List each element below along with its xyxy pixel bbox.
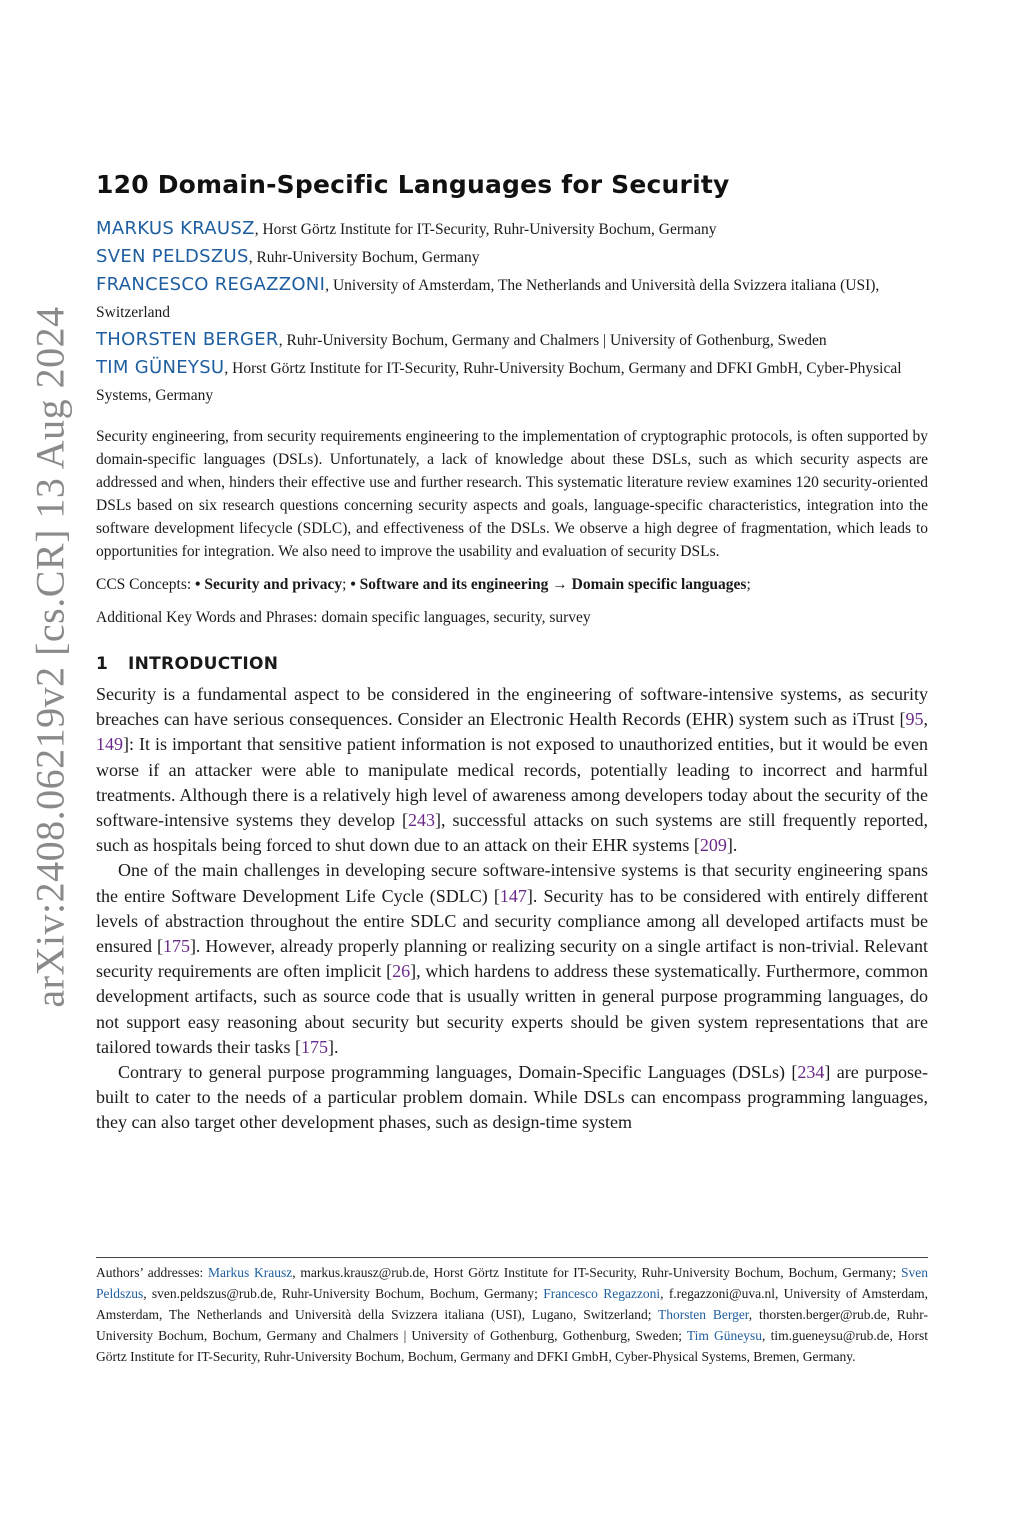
text-run: , — [923, 709, 928, 730]
author-entry — [96, 354, 928, 409]
section-title: INTRODUCTION — [128, 654, 279, 674]
author-list — [96, 215, 928, 409]
text-run: Contrary to general purpose programming languages, Domain-Specific Languages (DSLs) [ — [118, 1062, 798, 1083]
author-affiliation: , Horst Görtz Institute for IT-Security, Ruhr-University Bochum, Germany and DFKI GmbH, Cyber-Physical Systems, Germany — [96, 360, 902, 404]
author-entry — [96, 326, 928, 354]
citation-link[interactable]: 209 — [699, 835, 727, 856]
text-run: , markus.krausz@rub.de, Horst Görtz Institute for IT-Security, Ruhr-University Bochum, Bochum, Germany; — [292, 1265, 901, 1280]
text-run: ], successful attacks on such systems are still frequently reported, such as hospitals being forced to shut down due to an attack on their EHR systems [ — [96, 810, 928, 856]
author-addresses-footnote — [96, 1262, 928, 1367]
ccs-arrow: → — [548, 576, 572, 593]
author-name[interactable]: THORSTEN BERGER — [96, 329, 279, 350]
author-entry — [96, 243, 928, 271]
ccs-prefix: CCS Concepts: — [96, 576, 196, 593]
citation-link[interactable]: 95 — [905, 709, 924, 730]
text-run: One of the main challenges in developing secure software-intensive systems is that security engineering spans the entire Software Development Life Cycle (SDLC) [ — [96, 860, 928, 906]
ccs-bullet: • — [350, 576, 360, 593]
author-affiliation: , Horst Görtz Institute for IT-Security, Ruhr-University Bochum, Germany — [254, 221, 717, 238]
author-entry — [96, 215, 928, 243]
citation-link[interactable]: 26 — [392, 961, 411, 982]
ccs-end: ; — [746, 576, 751, 593]
body-text — [96, 682, 928, 1136]
paragraph — [96, 682, 928, 858]
text-run: ]. — [726, 835, 738, 856]
paragraph — [96, 858, 928, 1060]
ccs-concept: Software and its engineering — [359, 576, 549, 593]
text-run: , f.regazzoni@uva.nl, University of Amsterdam, Amsterdam, The Netherlands and Università della Svizzera italiana (USI), Lugano, Switzerland; — [96, 1286, 928, 1322]
paper-title: 120 Domain-Specific Languages for Security — [96, 170, 730, 199]
author-name[interactable]: SVEN PELDSZUS — [96, 246, 249, 267]
author-link[interactable]: Sven Peldszus — [96, 1265, 928, 1301]
citation-link[interactable]: 147 — [499, 885, 527, 906]
citation-link[interactable]: 175 — [300, 1036, 328, 1057]
author-link[interactable]: Markus Krausz — [208, 1265, 293, 1280]
author-name[interactable]: FRANCESCO REGAZZONI — [96, 274, 326, 295]
text-run: , sven.peldszus@rub.de, Ruhr-University Bochum, Bochum, Germany; — [143, 1286, 544, 1301]
citation-link[interactable]: 243 — [407, 810, 435, 831]
abstract: Security engineering, from security requirements engineering to the implementation of cryptographic protocols, is often supported by domain-specific languages (DSLs). Unfortunately, a lack of knowledge about these DSLs, such as which security aspects are addressed and when, hinders their effective use and further research. This systematic literature review examines 120 security-oriented DSLs based on six research questions concerning security aspects and goals, language-specific characteristics, integration into the software development lifecycle (SDLC), and effectiveness of the DSLs. We observe a high degree of fragmentation, which leads to opportunities for integration. We also need to improve the usability and evaluation of security DSLs. — [96, 428, 928, 560]
section-number: 1 — [96, 654, 109, 674]
author-link[interactable]: Thorsten Berger — [658, 1307, 749, 1322]
text-run: ] are purpose-built to cater to the needs of a particular problem domain. While DSLs can encompass programming languages, they can also target other development phases, such as design-time system — [96, 1062, 929, 1133]
author-affiliation: , University of Amsterdam, The Netherlands and Università della Svizzera italiana (USI), Switzerland — [96, 277, 880, 321]
paragraph — [96, 1060, 928, 1136]
citation-link[interactable]: 149 — [96, 734, 123, 755]
keywords: Additional Key Words and Phrases: domain specific languages, security, survey — [96, 609, 591, 626]
author-link[interactable]: Francesco Regazzoni — [543, 1286, 661, 1301]
text-run: , thorsten.berger@rub.de, Ruhr-University Bochum, Bochum, Germany and Chalmers | University of Gothenburg, Gothenburg, Sweden; — [96, 1307, 929, 1343]
author-name[interactable]: TIM GÜNEYSU — [96, 357, 225, 378]
author-affiliation: , Ruhr-University Bochum, Germany and Chalmers | University of Gothenburg, Sweden — [278, 332, 827, 349]
text-run: Authors’ addresses: — [96, 1265, 209, 1280]
text-run: Security is a fundamental aspect to be considered in the engineering of software-intensive systems, as security breaches can have serious consequences. Consider an Electronic Health Records (EHR) system such as iTrust [ — [96, 684, 928, 730]
citation-link[interactable]: 234 — [797, 1062, 825, 1083]
text-run: ]. — [327, 1036, 339, 1057]
text-run: , tim.gueneysu@rub.de, Horst Görtz Institute for IT-Security, Ruhr-University Bochum, Bochum, Germany and DFKI GmbH, Cyber-Physical Systems, Bremen, Germany. — [96, 1328, 928, 1364]
footnote-divider — [96, 1257, 928, 1258]
arxiv-stamp-text: arXiv:2408.06219v2 [cs.CR] 13 Aug 2024 — [28, 306, 72, 1008]
author-affiliation: , Ruhr-University Bochum, Germany — [248, 249, 480, 266]
author-name[interactable]: MARKUS KRAUSZ — [96, 218, 255, 239]
author-link[interactable]: Tim Güneysu — [686, 1328, 763, 1343]
ccs-concepts — [96, 573, 928, 596]
paper-page — [96, 170, 928, 1136]
text-run: ]. Security has to be considered with entirely different levels of abstraction throughout the entire SDLC and security compliance among all developed artifacts must be ensured [ — [96, 885, 928, 957]
section-heading — [96, 654, 928, 674]
ccs-concept: Domain specific languages — [571, 576, 747, 593]
text-run: ]. However, already properly planning or realizing security on a single artifact is non-trivial. Relevant security requirements are often implicit [ — [96, 936, 928, 982]
arxiv-stamp — [28, 285, 72, 1030]
author-entry — [96, 271, 928, 326]
citation-link[interactable]: 175 — [162, 936, 190, 957]
ccs-concept: Security and privacy — [204, 576, 343, 593]
ccs-separator: ; — [342, 576, 351, 593]
ccs-bullet: • — [195, 576, 205, 593]
text-run: ], which hardens to address these systematically. Furthermore, common development artifacts, such as source code that is usually written in general purpose programming languages, do not support easy reasoning about security but security experts should be given system representations that are tailored towards their tasks [ — [96, 961, 929, 1057]
text-run: ]: It is important that sensitive patient information is not exposed to unauthorized entities, but it would be even worse if an attacker were able to manipulate medical records, potentially leading to incorrect and harmful treatments. Although there is a relatively high level of awareness among developers today about the security of the software-intensive systems they develop [ — [96, 734, 928, 831]
